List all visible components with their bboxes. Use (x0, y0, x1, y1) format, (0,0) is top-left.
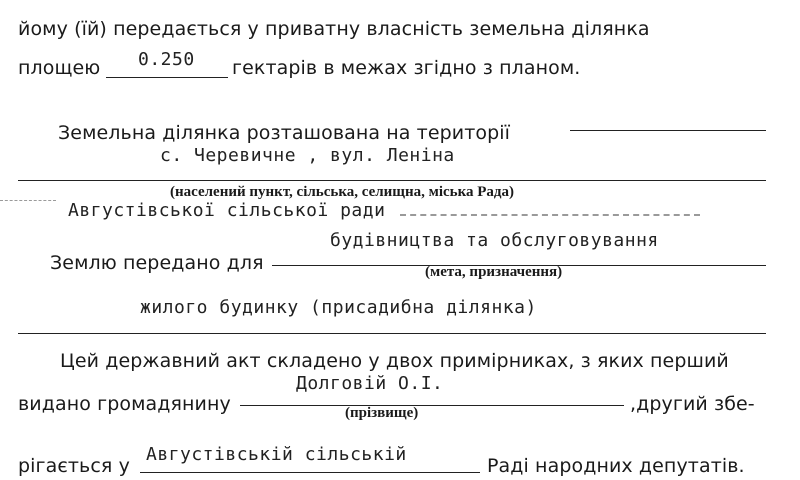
purpose-value-line-2: жилого будинку (присадибна ділянка) (140, 297, 537, 318)
location-caption: (населений пункт, сільська, селищна, міська Рада) (170, 184, 514, 200)
scan-noise-mark-left (0, 200, 56, 201)
area-prefix-text: площею (18, 57, 101, 79)
issued-prefix-text: видано громадянину (18, 393, 231, 415)
scan-noise-mark (400, 214, 700, 216)
location-line-2 (18, 180, 766, 181)
kept-suffix-text: Раді народних депутатів. (487, 455, 745, 477)
kept-prefix-text: рігається у (18, 455, 130, 477)
area-underline (106, 77, 228, 78)
ownership-transfer-text: йому (їй) передається у приватну власність земельна ділянка (18, 18, 650, 40)
council-value: Августівської сільської ради (68, 200, 386, 221)
surname-caption: (прізвище) (345, 405, 419, 421)
surname-value: Долговій О.І. (296, 373, 444, 394)
copies-sentence: Цей державний акт складено у двох примірниках, з яких перший (60, 350, 729, 372)
kept-underline (140, 472, 480, 473)
issued-suffix-text: ,другий збе- (630, 393, 755, 415)
purpose-line-2 (18, 333, 766, 334)
purpose-label: Землю передано для (50, 252, 264, 274)
purpose-value-line-1: будівництва та обслуговування (330, 230, 659, 251)
surname-underline (240, 405, 624, 406)
purpose-caption: (мета, призначення) (425, 264, 563, 280)
kept-value: Августівській сільській (146, 444, 407, 465)
area-suffix-text: гектарів в межах згідно з планом. (232, 57, 581, 79)
address-value: с. Черевичне , вул. Леніна (160, 145, 455, 166)
location-label: Земельна ділянка розташована на території (58, 122, 511, 144)
area-value: 0.250 (138, 49, 195, 70)
location-line-1 (570, 130, 766, 131)
